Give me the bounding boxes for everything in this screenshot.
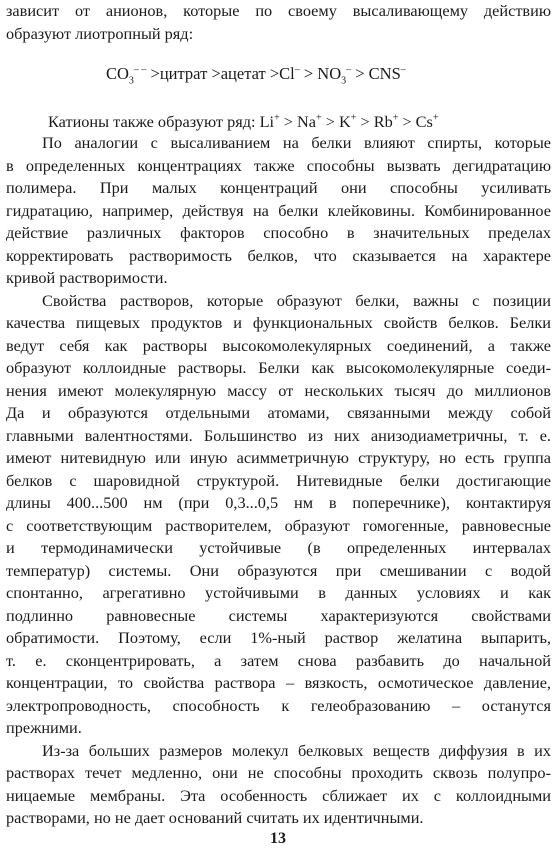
- text-line: растворами, но не дает оснований считать их идентичными.: [6, 808, 424, 827]
- formula-part: CO: [106, 64, 129, 83]
- cation-part: Катионы также образуют ряд: Li: [48, 112, 275, 131]
- text-line: По аналогии с высаливанием на белки влияют спирты, которые: [42, 133, 551, 152]
- text-line: главными валентностями. Большинство из них анизодиаметричны, т. е.: [6, 425, 551, 445]
- text-line: белков с шаровидной структурой. Нитевидные белки достигающие: [6, 470, 551, 490]
- text-line: гидратацию, например, действуя на белки клейковины. Комбинированное: [6, 200, 551, 220]
- text-line: полимера. При малых концентраций они способны усиливать: [6, 178, 551, 197]
- cation-sup: +: [316, 112, 322, 124]
- formula-sup: –: [294, 64, 300, 76]
- cation-sup: +: [350, 112, 357, 124]
- text-line: концентрации, то свойства раствора – вязкость, осмотическое давление,: [6, 673, 551, 692]
- formula-part: > NO: [299, 64, 342, 83]
- text-line: т. е. сконцентрировать, а затем снова разбавить до начальной: [6, 650, 551, 670]
- text-line: электропроводность, способность к гелеобразованию – останутся: [6, 695, 551, 715]
- cation-part: > Cs: [398, 112, 433, 131]
- cation-sup: +: [274, 112, 280, 124]
- formula-sup: – –: [133, 64, 147, 76]
- text-line: качества пищевых продуктов и функциональных свойств белков. Белки: [6, 313, 551, 332]
- cation-part: > K: [321, 112, 351, 131]
- cation-sup: +: [392, 112, 399, 124]
- text-line: прежними.: [6, 718, 82, 737]
- cation-part: > Na: [279, 112, 317, 131]
- body-text: [6, 132, 551, 830]
- text-line: обратимости. Поэтому, если 1%-ный раствор желатина выпарить,: [6, 628, 551, 647]
- formula-part: > CNS: [351, 64, 401, 83]
- text-line: Да и образуются отдельными атомами, связанными между собой: [6, 403, 551, 422]
- text-line: длины 400...500 нм (при 0,3...0,5 нм в поперечнике), контактируя: [6, 493, 551, 512]
- text-line: кривой растворимости.: [6, 268, 168, 287]
- intro-text: [6, 0, 551, 45]
- text-line: и термодинамически устойчивые (в определенных интервалах: [6, 538, 551, 557]
- text-line: подлинно равновесные системы характеризуются свойствами: [6, 605, 551, 625]
- lyotropic-series-formula: [106, 64, 406, 86]
- cation-series: [48, 112, 439, 132]
- formula-part: >цитрат >ацетат >Cl: [146, 64, 295, 83]
- text-line: корректировать растворимость белков, что сказывается на характере: [6, 245, 551, 265]
- formula-sub: 3: [128, 75, 134, 87]
- text-line: ницаемые мембраны. Эта особенность сближает их с коллоидными: [6, 785, 551, 805]
- cation-sup: +: [432, 112, 439, 124]
- text-line: температур) системы. Они образуются при смешивании с водой: [6, 560, 551, 580]
- text-line: растворах течет медленно, они не способны проходить сквозь полупро-: [6, 763, 551, 782]
- text-line: образуют коллоидные растворы. Белки как высокомолекулярные соеди-: [6, 358, 551, 377]
- text-line: с соответствующим растворителем, образуют гомогенные, равновесные: [6, 515, 551, 535]
- text-line: в определенных концентрациях также способны вызвать дегидратацию: [6, 155, 551, 175]
- text-line: имеют нитевидную или иную асимметричную структуру, но есть группа: [6, 448, 551, 467]
- formula-sup: –: [346, 64, 352, 76]
- text-line: Свойства растворов, которые образуют белки, важны с позиции: [42, 290, 551, 310]
- formula-sup: –: [400, 64, 406, 76]
- cation-part: > Rb: [356, 112, 393, 131]
- text-line: Из-за больших размеров молекул белковых веществ диффузия в их: [42, 740, 551, 760]
- text-line: спонтанно, агрегативно устойчивыми в данных условиях и как: [6, 583, 551, 602]
- text-line: ведут себя как растворы высокомолекулярных соединений, а также: [6, 335, 551, 355]
- page-number: 13: [270, 830, 286, 847]
- text-line: зависит от анионов, которые по своему высаливающему действию: [6, 1, 551, 20]
- formula-sub: 3: [341, 75, 347, 87]
- text-line: нения имеют молекулярную массу от нескольких тысяч до миллионов: [6, 380, 551, 400]
- text-line: образуют лиотропный ряд:: [6, 23, 194, 43]
- text-line: действие различных факторов способно в значительных пределах: [6, 223, 551, 242]
